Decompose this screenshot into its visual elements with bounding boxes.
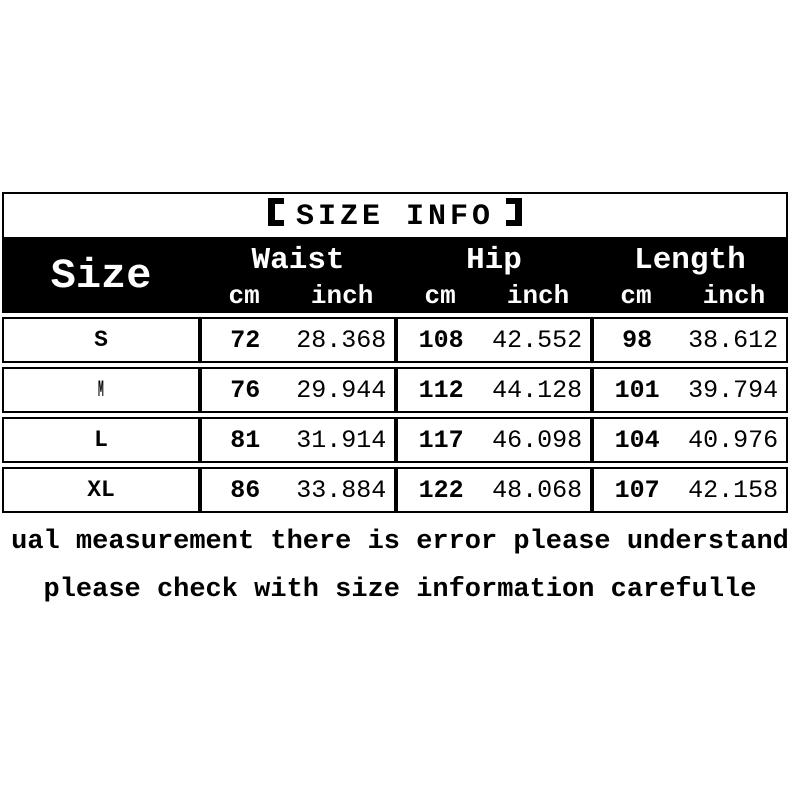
table-header-band <box>2 239 788 313</box>
size-label-cell <box>2 417 200 463</box>
waist-cm-value: 76 <box>230 375 261 405</box>
size-label: M <box>98 377 104 403</box>
hip-inch-value: 42.552 <box>492 325 583 355</box>
hip-units-row <box>396 281 592 311</box>
table-row-m <box>2 367 788 413</box>
hip-inch-value: 48.068 <box>492 475 583 505</box>
waist-cell <box>200 367 396 413</box>
disclaimer-notes <box>0 520 800 616</box>
waist-inch-value: 31.914 <box>296 425 387 455</box>
length-cell <box>592 467 788 513</box>
length-inch-value: 40.976 <box>688 425 779 455</box>
table-row-xl <box>2 467 788 513</box>
left-lenticular-bracket-icon <box>268 198 284 226</box>
waist-unit-inch: inch <box>310 281 374 311</box>
length-unit-inch: inch <box>702 281 766 311</box>
size-chart-table <box>2 192 788 513</box>
right-lenticular-bracket-icon <box>506 198 522 226</box>
hip-inch-value: 46.098 <box>492 425 583 455</box>
disclaimer-line-2: please check with size information carefulle <box>43 575 757 605</box>
hip-cell <box>396 417 592 463</box>
length-cell <box>592 317 788 363</box>
waist-cm-value: 81 <box>230 425 261 455</box>
length-inch-value: 42.158 <box>688 475 779 505</box>
hip-cm-value: 112 <box>418 375 464 405</box>
waist-units-row <box>200 281 396 311</box>
size-label-cell <box>2 467 200 513</box>
size-info-title-row <box>2 192 788 239</box>
waist-inch-value: 33.884 <box>296 475 387 505</box>
hip-cell <box>396 467 592 513</box>
size-info-title-text: SIZE INFO <box>295 199 495 234</box>
column-header-hip-group <box>396 239 592 313</box>
column-header-hip: Hip <box>466 243 522 278</box>
waist-inch-value: 28.368 <box>296 325 387 355</box>
length-cm-value: 98 <box>622 325 653 355</box>
hip-cm-value: 122 <box>418 475 464 505</box>
size-label: S <box>94 327 108 353</box>
size-label: XL <box>87 477 115 503</box>
hip-cm-value: 108 <box>418 325 464 355</box>
column-header-length-group <box>592 239 788 313</box>
disclaimer-line-1: ual measurement there is error please understand <box>11 527 789 557</box>
size-label-cell <box>2 317 200 363</box>
length-units-row <box>592 281 788 311</box>
length-cm-value: 107 <box>614 475 660 505</box>
waist-inch-value: 29.944 <box>296 375 387 405</box>
size-info-title <box>268 198 522 234</box>
waist-cell <box>200 317 396 363</box>
length-cm-value: 104 <box>614 425 660 455</box>
size-label-cell <box>2 367 200 413</box>
waist-cell <box>200 467 396 513</box>
waist-cell <box>200 417 396 463</box>
hip-inch-value: 44.128 <box>492 375 583 405</box>
hip-cell <box>396 317 592 363</box>
column-header-waist-group <box>200 239 396 313</box>
waist-unit-cm: cm <box>228 281 260 311</box>
column-header-waist: Waist <box>251 243 345 278</box>
length-inch-value: 38.612 <box>688 325 779 355</box>
column-header-length: Length <box>634 243 746 278</box>
length-unit-cm: cm <box>620 281 652 311</box>
hip-unit-cm: cm <box>424 281 456 311</box>
hip-cm-value: 117 <box>418 425 464 455</box>
size-label: L <box>94 427 108 453</box>
column-header-size: Size <box>50 252 152 300</box>
length-cm-value: 101 <box>614 375 660 405</box>
hip-cell <box>396 367 592 413</box>
waist-cm-value: 86 <box>230 475 261 505</box>
waist-cm-value: 72 <box>230 325 261 355</box>
table-row-s <box>2 317 788 363</box>
table-row-l <box>2 417 788 463</box>
length-cell <box>592 367 788 413</box>
length-inch-value: 39.794 <box>688 375 779 405</box>
hip-unit-inch: inch <box>506 281 570 311</box>
length-cell <box>592 417 788 463</box>
